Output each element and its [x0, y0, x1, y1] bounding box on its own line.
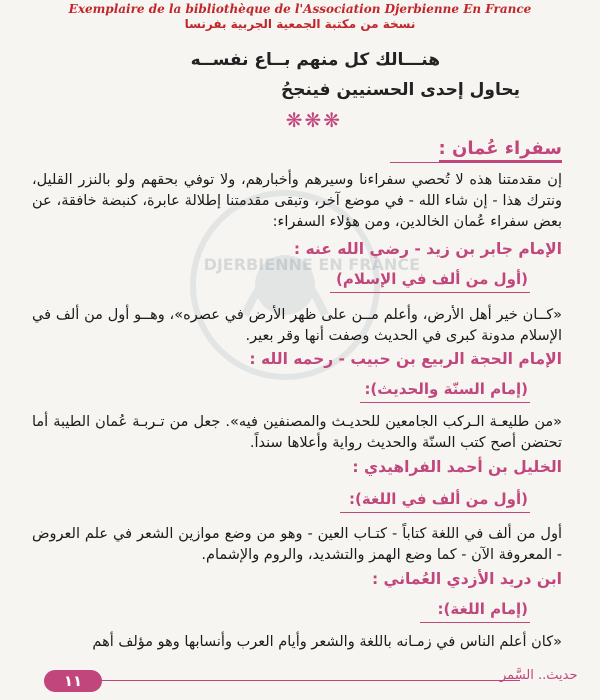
entry-title-rule	[340, 512, 530, 513]
running-footer-title: حديث.. السَّمر	[500, 668, 578, 683]
section-title-rule	[390, 162, 562, 163]
entry-title: (أول من ألف في الإسلام)	[336, 270, 528, 288]
entry-name: ابن دريد الأزدي العُماني :	[371, 570, 562, 588]
page-number-badge: ١١	[44, 670, 102, 692]
entry-title-rule	[360, 402, 530, 403]
entry-name: الخليل بن أحمد الفراهيدي :	[352, 458, 562, 476]
entry-name: الإمام الحجة الربيع بن حبيب - رحمه الله :	[249, 350, 562, 368]
entry-title-rule	[330, 292, 530, 293]
entry-text: «من طليعـة الـركب الجامعين للحديـث والمصنفين فيه». جعل من تـربـة عُمان الطيبة أما تحتضن أصح كتب السنّة والحديث رواية وأعلاها سنداً.	[32, 414, 562, 451]
entry-title: (إمام السنّة والحديث):	[364, 380, 528, 398]
library-header-arabic: نسخة من مكتبة الجمعية الجربية بفرنسا	[184, 17, 416, 31]
entry-name: الإمام جابر بن زيد - رضي الله عنه :	[293, 240, 562, 258]
watermark-text: DJERBIENNE EN FRANCE	[203, 255, 420, 274]
entry-title-rule	[420, 622, 530, 623]
entry-title: (أول من ألف في اللغة):	[349, 490, 528, 508]
entry-text: «كــان خير أهل الأرض، وأعلم مــن على ظهر الأرض في عصره»، وهــو أول من ألف في الإسلام مدونة كبرى في الحديث وصفت أنها وقر بعير.	[32, 307, 562, 344]
entry-title: (إمام اللغة):	[437, 600, 528, 618]
entry-text: «كان أعلم الناس في زمـانه باللغة والشعر وأيام العرب وأنسابها وهو مؤلف أهم	[92, 634, 562, 650]
footer-rule	[100, 680, 520, 681]
section-intro: إن مقدمتنا هذه لا تُحصي سفراءنا وسيرهم وأخبارهم، ولا توفي بحقهم ولو بالنزر القليل، ونترك هذا - إن شاء الله - في موضع آخر، وتبقى مقدمتنا إطلالة عابرة، كنبضة خافقة، عن بعض سفراء عُمان الخالدين، ومن هؤلاء السفراء:	[32, 172, 562, 230]
poem-line-2: يحاول إحدى الحسنيين فينجحُ	[281, 80, 520, 100]
library-header-french: Exemplaire de la bibliothèque de l'Association Djerbienne En France	[68, 2, 532, 16]
star-ornament-icon: ❋❋❋	[285, 108, 342, 132]
entry-text: أول من ألف في اللغة كتاباً - كتـاب العين - وهو من وضع موازين الشعر في علم العروض - المعروفة الآن - كما وضع الهمز والتشديد، والروم والإشمام.	[32, 526, 562, 563]
section-title: سفراء عُمان :	[439, 138, 562, 162]
poem-line-1: هنـــالك كل منهم بــاع نفســه	[190, 50, 440, 70]
